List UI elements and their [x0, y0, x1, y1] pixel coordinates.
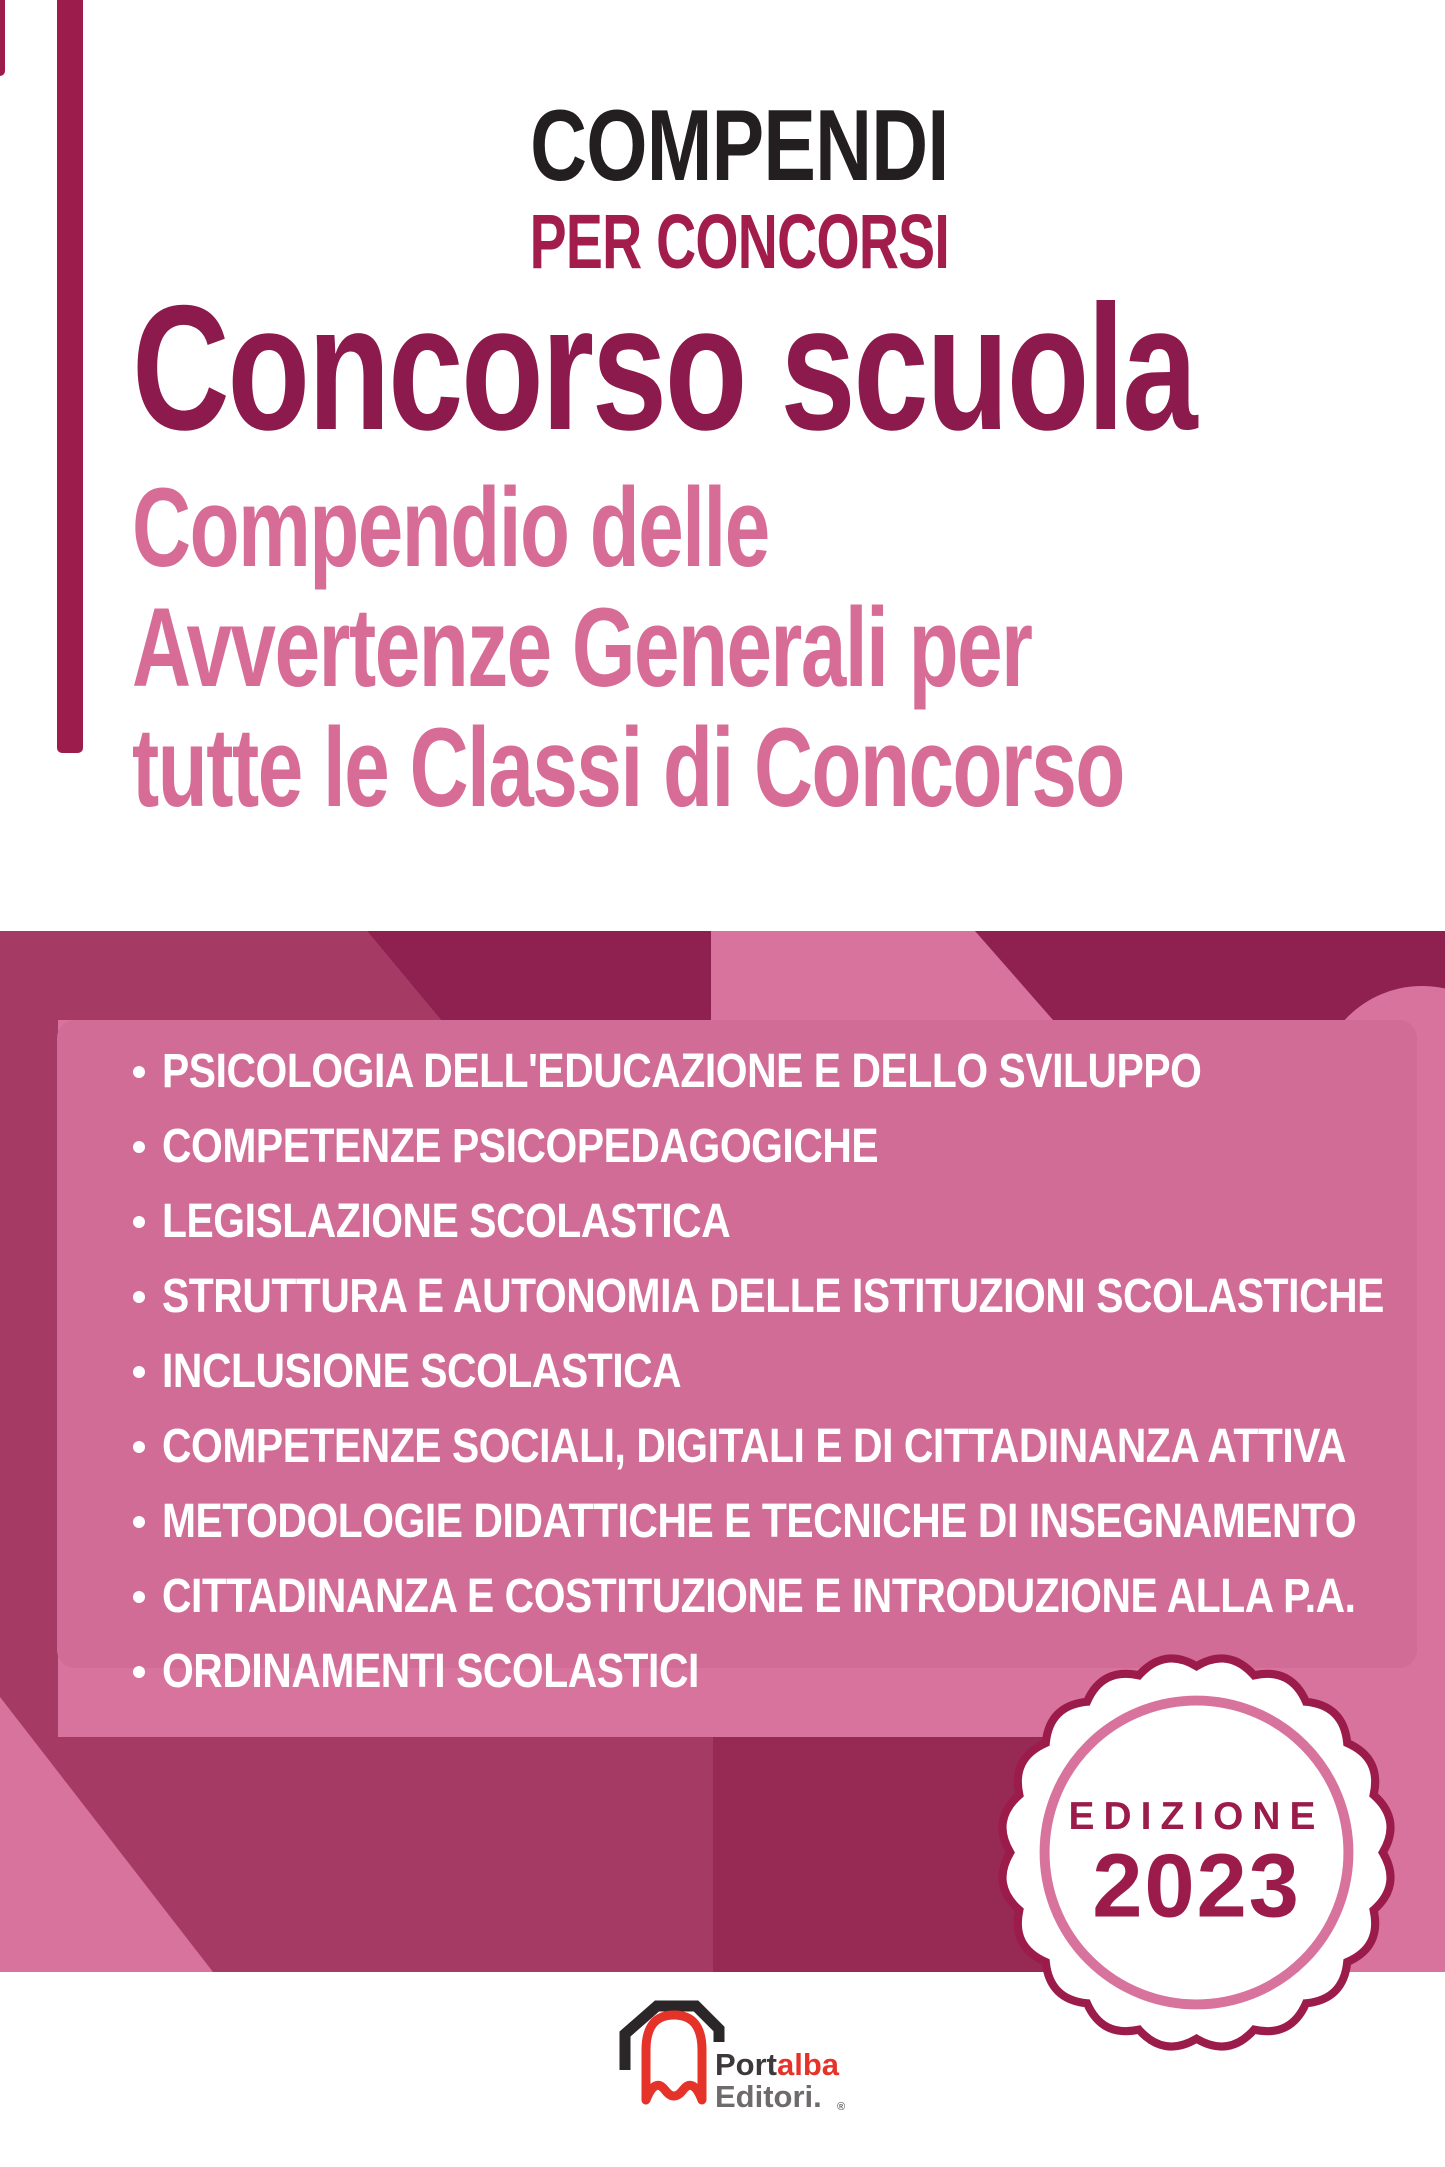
bullet-dot: [133, 1666, 145, 1678]
topic-label: LEGISLAZIONE SCOLASTICA: [162, 1195, 731, 1248]
topic-label: STRUTTURA E AUTONOMIA DELLE ISTITUZIONI SCOLASTICHE: [162, 1270, 1384, 1323]
badge-year: 2023: [1092, 1835, 1301, 1937]
book-title: Concorso scuola: [132, 268, 1196, 467]
topic-item: [57, 1034, 1417, 1109]
bullet-dot: [133, 1216, 145, 1228]
bullet-dot: [133, 1066, 145, 1078]
publisher-name: Portalba: [715, 2047, 840, 2082]
topics-panel: [57, 1020, 1417, 1698]
topic-item: [57, 1559, 1417, 1634]
badge-label: EDIZIONE: [1068, 1794, 1325, 1838]
topic-label: COMPETENZE SOCIALI, DIGITALI E DI CITTADINANZA ATTIVA: [162, 1420, 1347, 1473]
book-subtitle-line: tutte le Classi di Concorso: [132, 705, 1124, 830]
topic-label: COMPETENZE PSICOPEDAGOGICHE: [162, 1120, 879, 1173]
topic-item: [57, 1484, 1417, 1559]
book-subtitle-line: Avvertenze Generali per: [132, 585, 1032, 710]
topic-item: [57, 1184, 1417, 1259]
registered-mark: ®: [837, 2101, 846, 2113]
topic-item: [57, 1109, 1417, 1184]
bullet-dot: [133, 1591, 145, 1603]
edge-accent-sliver: [0, 0, 5, 76]
topic-item: [57, 1259, 1417, 1334]
bullet-dot: [133, 1366, 145, 1378]
topic-label: ORDINAMENTI SCOLASTICI: [162, 1645, 699, 1698]
book-arch-icon: [646, 2015, 702, 2100]
topic-item: [57, 1334, 1417, 1409]
publisher-type: Editori.: [715, 2079, 822, 2114]
topic-label: CITTADINANZA E COSTITUZIONE E INTRODUZIONE ALLA P.A.: [162, 1570, 1356, 1623]
topic-label: INCLUSIONE SCOLASTICA: [162, 1345, 682, 1398]
series-subtitle: PER CONCORSI: [529, 199, 950, 285]
bullet-dot: [133, 1441, 145, 1453]
book-subtitle: [132, 465, 1124, 830]
topic-label: METODOLOGIE DIDATTICHE E TECNICHE DI INSEGNAMENTO: [162, 1495, 1357, 1548]
topic-item: [57, 1409, 1417, 1484]
series-title: COMPENDI: [530, 90, 949, 202]
bullet-dot: [133, 1291, 145, 1303]
book-subtitle-line: Compendio delle: [132, 465, 769, 590]
topic-label: PSICOLOGIA DELL'EDUCAZIONE E DELLO SVILUPPO: [162, 1045, 1202, 1098]
edition-badge: [984, 1640, 1409, 2065]
bullet-dot: [133, 1141, 145, 1153]
series-header: [0, 90, 1445, 285]
publisher-logo: [605, 1998, 875, 2123]
bullet-dot: [133, 1516, 145, 1528]
